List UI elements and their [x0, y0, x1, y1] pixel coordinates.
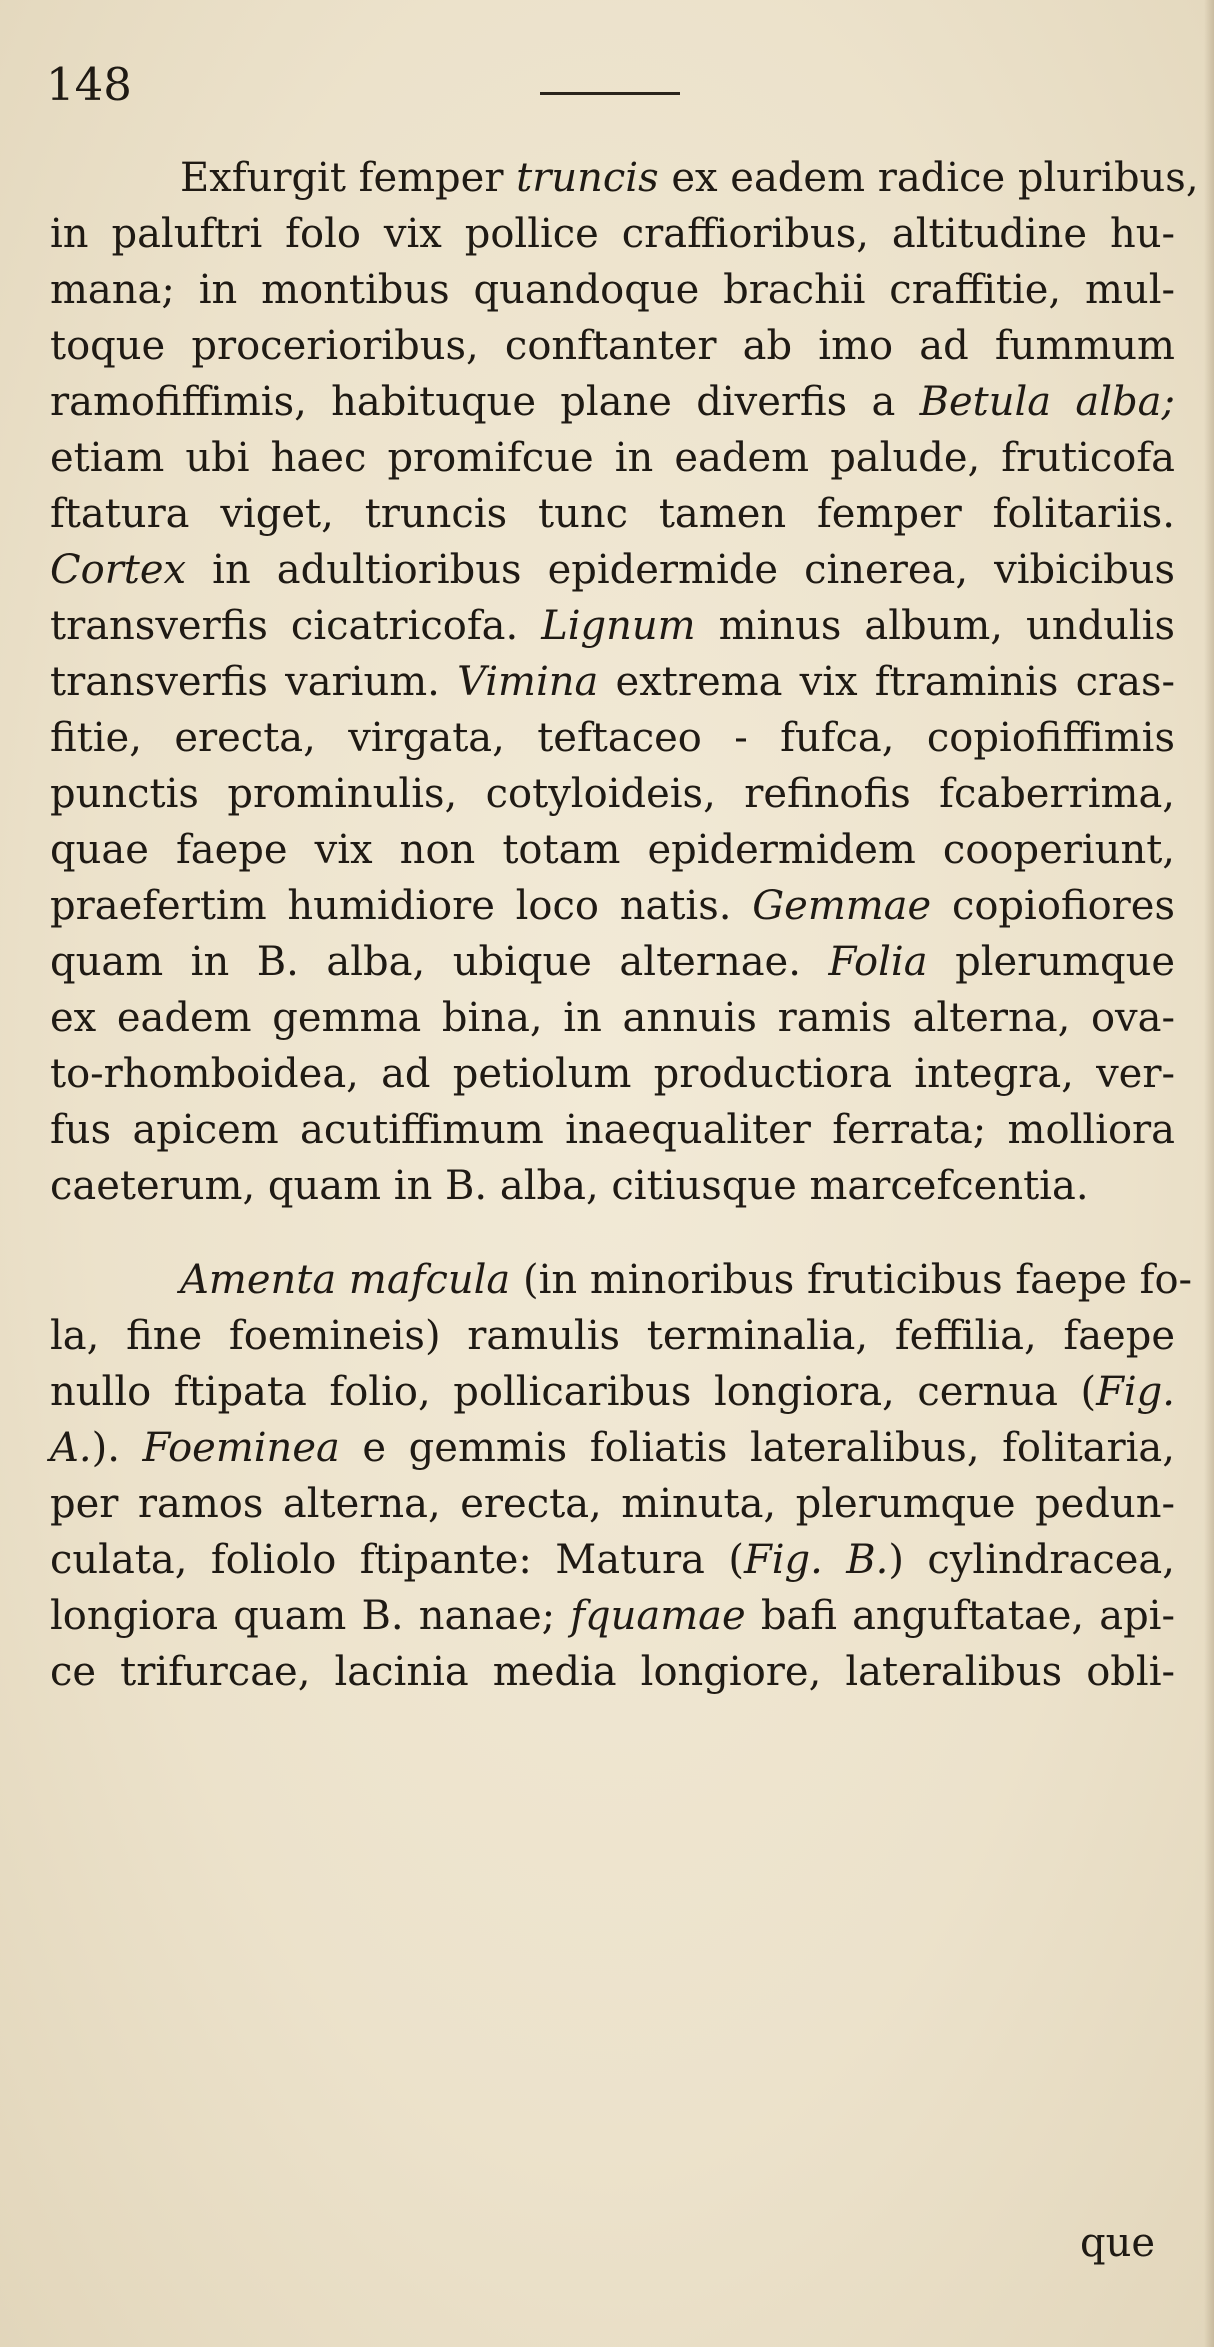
- italic-term: Cortex: [50, 547, 187, 593]
- text-span: minus album, undulis: [695, 603, 1175, 649]
- text-span: punctis prominulis, cotyloideis, refinofis fcaberrima,: [50, 771, 1175, 817]
- text-span: per ramos alterna, erecta, minuta, plerumque pedun-: [50, 1481, 1175, 1527]
- text-line: [50, 262, 1175, 318]
- text-span: toque procerioribus, conftanter ab imo ad fummum: [50, 323, 1175, 369]
- text-line: [180, 1252, 1193, 1308]
- text-line: [50, 766, 1175, 822]
- text-line: [50, 374, 1175, 430]
- text-span: ex eadem gemma bina, in annuis ramis alterna, ova-: [50, 995, 1175, 1041]
- italic-term: Fig.: [1096, 1369, 1175, 1415]
- text-span: quam in B. alba, ubique alternae.: [50, 939, 829, 985]
- text-span: transverfis varium.: [50, 659, 458, 705]
- text-span: ex eadem radice pluribus,: [658, 155, 1199, 201]
- text-line: [50, 1476, 1175, 1532]
- page-edge-shadow: [1204, 0, 1214, 2347]
- page-number: 148: [46, 58, 132, 111]
- text-span: to-rhomboidea, ad petiolum productiora integra, ver-: [50, 1051, 1175, 1097]
- text-span: longiora quam B. nanae;: [50, 1593, 571, 1639]
- text-span: praefertim humidiore loco natis.: [50, 883, 753, 929]
- text-line: [50, 1644, 1175, 1700]
- catchword: que: [1080, 2220, 1156, 2266]
- text-span: ftatura viget, truncis tunc tamen femper folitariis.: [50, 491, 1175, 537]
- text-line: [50, 822, 1175, 878]
- text-span: Exfurgit femper: [180, 155, 517, 201]
- text-line: [50, 654, 1175, 710]
- header-rule: [540, 92, 680, 95]
- text-line: [50, 1308, 1175, 1364]
- text-line: [50, 990, 1175, 1046]
- text-line: [50, 878, 1175, 934]
- italic-term: Fig. B.: [743, 1537, 889, 1583]
- text-span: extrema vix ftraminis cras-: [598, 659, 1175, 705]
- text-span: in paluftri folo vix pollice craffioribus, altitudine hu-: [50, 211, 1175, 257]
- text-span: la, fine foemineis) ramulis terminalia, feffilia, faepe: [50, 1313, 1175, 1359]
- italic-term: truncis: [516, 155, 659, 201]
- text-line: [50, 1158, 1089, 1214]
- text-span: ramofiffimis, habituque plane diverfis a: [50, 379, 920, 425]
- text-span: transverfis cicatricofa.: [50, 603, 542, 649]
- text-line: [50, 1532, 1175, 1588]
- text-line: [50, 1588, 1175, 1644]
- text-line: [50, 542, 1175, 598]
- text-span: plerumque: [927, 939, 1176, 985]
- italic-term: Foeminea: [142, 1425, 340, 1471]
- italic-term: Folia: [828, 939, 928, 985]
- text-span: bafi anguftatae, api-: [745, 1593, 1175, 1639]
- text-span: etiam ubi haec promifcue in eadem palude, fruticofa: [50, 435, 1175, 481]
- italic-term: Amenta mafcula: [180, 1257, 511, 1303]
- text-span: caeterum, quam in B. alba, citiusque marcefcentia.: [50, 1163, 1089, 1209]
- text-line: [50, 710, 1175, 766]
- text-line: [50, 1364, 1175, 1420]
- text-span: e gemmis foliatis lateralibus, folitaria,: [339, 1425, 1175, 1471]
- text-span: ce trifurcae, lacinia media longiore, lateralibus obli-: [50, 1649, 1175, 1695]
- text-line: [50, 934, 1175, 990]
- text-line: [180, 150, 1199, 206]
- text-line: [50, 1420, 1175, 1476]
- text-line: [50, 318, 1175, 374]
- text-line: [50, 1046, 1175, 1102]
- italic-term: Vimina: [457, 659, 599, 705]
- text-span: (in minoribus fruticibus faepe fo-: [510, 1257, 1193, 1303]
- text-span: nullo ftipata folio, pollicaribus longiora, cernua (: [50, 1369, 1097, 1415]
- italic-term: Gemmae: [752, 883, 932, 929]
- text-span: ) cylindracea,: [888, 1537, 1175, 1583]
- text-line: [50, 1102, 1175, 1158]
- text-span: fus apicem acutiffimum inaequaliter ferrata; molliora: [50, 1107, 1175, 1153]
- text-span: quae faepe vix non totam epidermidem cooperiunt,: [50, 827, 1175, 873]
- italic-term: Lignum: [541, 603, 696, 649]
- text-span: copiofiores: [931, 883, 1175, 929]
- text-span: in adultioribus epidermide cinerea, vibicibus: [186, 547, 1175, 593]
- text-line: [50, 486, 1175, 542]
- text-span: mana; in montibus quandoque brachii craffitie, mul-: [50, 267, 1175, 313]
- italic-term: A.: [50, 1425, 92, 1471]
- italic-term: Betula alba;: [919, 379, 1175, 425]
- text-span: fitie, erecta, virgata, teftaceo - fufca, copiofiffimis: [50, 715, 1175, 761]
- text-span: ).: [91, 1425, 143, 1471]
- italic-term: fquamae: [570, 1593, 746, 1639]
- text-line: [50, 206, 1175, 262]
- text-line: [50, 430, 1175, 486]
- text-span: culata, foliolo ftipante: Matura (: [50, 1537, 744, 1583]
- text-line: [50, 598, 1175, 654]
